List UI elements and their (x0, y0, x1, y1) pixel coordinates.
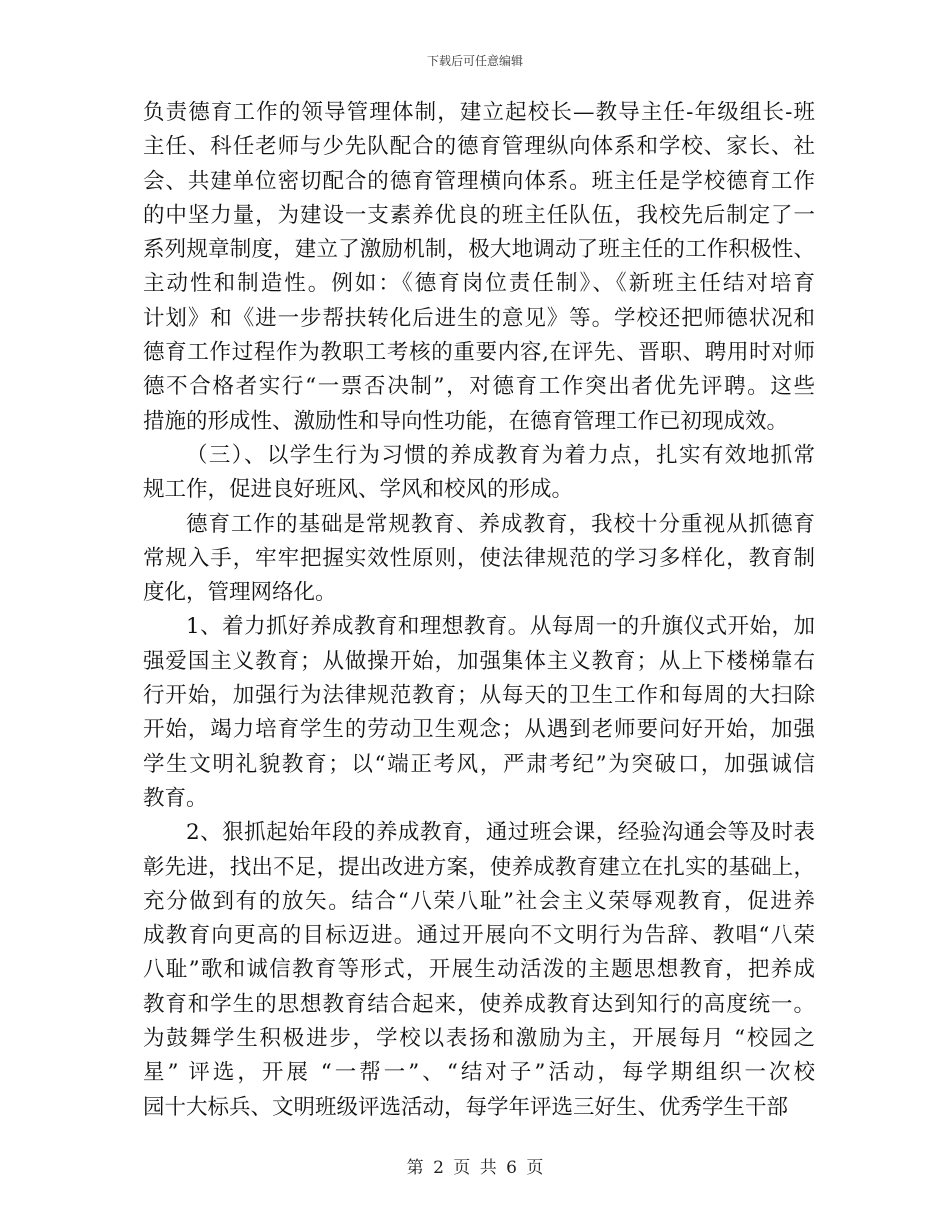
paragraph (143, 508, 815, 611)
text-line: 1、着力抓好养成教育和理想教育。从每周一的升旗仪式开始，加 (186, 614, 815, 640)
section-heading-paragraph (143, 439, 815, 508)
text-line: 德不合格者实行“一票否决制”，对德育工作突出者优先评聘。这些 (143, 374, 815, 400)
text-line: 充分做到有的放矢。结合“八荣八耻”社会主义荣辱观教育，促进养 (143, 888, 815, 914)
text-line: 成教育向更高的目标迈进。通过开展向不文明行为告辞、教唱“八荣 (143, 923, 815, 949)
text-line: 德育工作过程作为教职工考核的重要内容,在评先、晋职、聘用时对师 (143, 340, 815, 366)
text-line: 为鼓舞学生积极进步，学校以表扬和激励为主，开展每月 “校园之 (143, 1026, 815, 1052)
text-line: 行开始，加强行为法律规范教育；从每天的卫生工作和每周的大扫除 (143, 683, 815, 709)
text-line: 彰先进，找出不足，提出改进方案，使养成教育建立在扎实的基础上， (143, 854, 815, 880)
text-line: 2、狠抓起始年段的养成教育，通过班会课，经验沟通会等及时表 (186, 820, 815, 846)
text-line: 教育和学生的思想教育结合起来，使养成教育达到知行的高度统一。 (143, 991, 815, 1017)
page-number-footer: 第 2 页 共 6 页 (406, 1158, 544, 1178)
text-line: 会、共建单位密切配合的德育管理横向体系。班主任是学校德育工作 (143, 168, 815, 194)
text-line: 德育工作的基础是常规教育、养成教育，我校十分重视从抓德育 (186, 511, 815, 537)
text-line: 教育。 (143, 785, 208, 811)
paragraph (143, 96, 815, 439)
text-line: 的中坚力量，为建设一支素养优良的班主任队伍，我校先后制定了一 (143, 202, 815, 228)
text-line: 强爱国主义教育；从做操开始，加强集体主义教育；从上下楼梯靠右 (143, 648, 815, 674)
document-body (143, 96, 815, 1125)
text-line: 度化，管理网络化。 (143, 580, 337, 606)
text-line: 园十大标兵、文明班级评选活动，每学年评选三好生、优秀学生干部 (143, 1094, 789, 1120)
text-line: 星” 评选，开展 “一帮一”、“结对子”活动，每学期组织一次校 (143, 1060, 815, 1086)
text-line: 八耻”歌和诚信教育等形式，开展生动活泼的主题思想教育，把养成 (143, 957, 815, 983)
text-line: 计划》和《进一步帮扶转化后进生的意见》等。学校还把师德状况和 (143, 305, 815, 331)
text-line: 措施的形成性、激励性和导向性功能，在德育管理工作已初现成效。 (143, 408, 789, 434)
paragraph (143, 816, 815, 1125)
text-line: 系列规章制度，建立了激励机制，极大地调动了班主任的工作积极性、 (143, 237, 815, 263)
text-line: 主任、科任老师与少先队配合的德育管理纵向体系和学校、家长、社 (143, 134, 815, 160)
paragraph (143, 610, 815, 816)
text-line: 规工作，促进良好班风、学风和校风的形成。 (143, 477, 574, 503)
text-line: 学生文明礼貌教育；以“端正考风，严肃考纪”为突破口，加强诚信 (143, 751, 815, 777)
text-line: 常规入手，牢牢把握实效性原则，使法律规范的学习多样化，教育制 (143, 545, 815, 571)
text-line: 负责德育工作的领导管理体制，建立起校长—教导主任-年级组长-班 (143, 100, 815, 125)
text-line: 开始，竭力培育学生的劳动卫生观念；从遇到老师要问好开始，加强 (143, 717, 815, 743)
text-line: （三）、以学生行为习惯的养成教育为着力点，扎实有效地抓常 (186, 442, 815, 468)
text-line: 主动性和制造性。例如：《德育岗位责任制》、《新班主任结对培育 (143, 271, 815, 297)
page-header: 下载后可任意编辑 (426, 54, 523, 68)
